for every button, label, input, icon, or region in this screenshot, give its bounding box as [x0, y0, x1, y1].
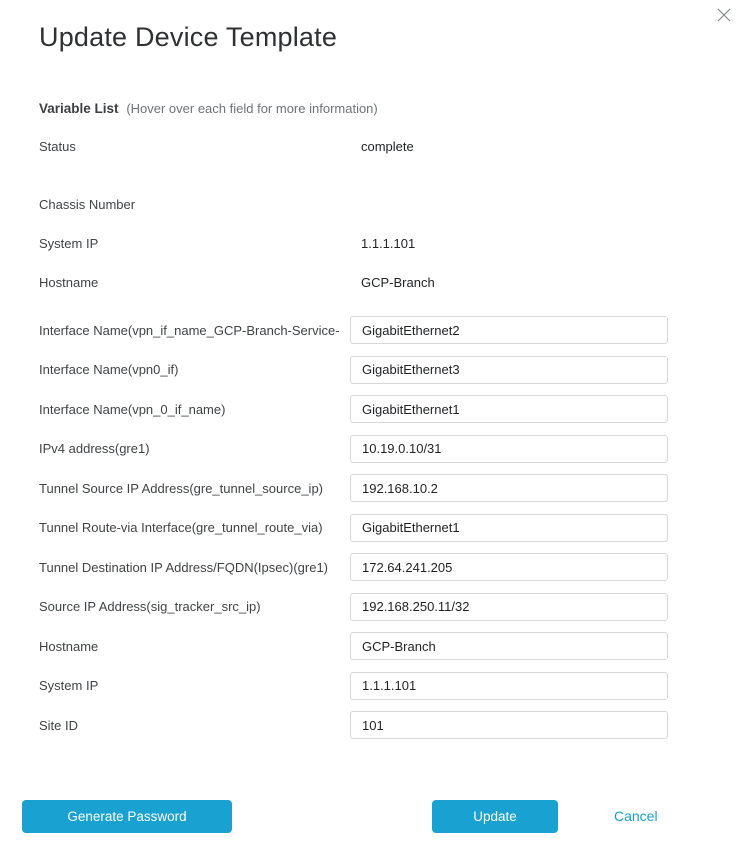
row-source-ip-tracker [39, 593, 668, 621]
hostname-value: GCP-Branch [361, 274, 435, 290]
interface-name-service-input[interactable] [350, 316, 668, 344]
generate-password-button[interactable]: Generate Password [22, 800, 232, 833]
row-interface-name-vpn-0-if-name [39, 395, 668, 423]
field-label: System IP [39, 678, 99, 693]
variable-list-hint: (Hover over each field for more information) [126, 101, 378, 116]
spacer [39, 290, 668, 316]
tunnel-source-ip-input[interactable] [350, 474, 668, 502]
tunnel-route-via-input[interactable] [350, 514, 668, 542]
row-interface-name-service [39, 316, 668, 344]
row-tunnel-source-ip [39, 474, 668, 502]
field-label: Tunnel Route-via Interface(gre_tunnel_route_via) [39, 520, 323, 535]
variable-list-title: Variable List [39, 101, 119, 116]
hostname-input[interactable] [350, 632, 668, 660]
row-system-ip-static [39, 235, 668, 251]
row-ipv4-address-gre1 [39, 435, 668, 463]
cancel-button[interactable]: Cancel [614, 808, 658, 824]
update-button[interactable]: Update [432, 800, 558, 833]
ipv4-address-gre1-input[interactable] [350, 435, 668, 463]
source-ip-tracker-input[interactable] [350, 593, 668, 621]
field-label: Source IP Address(sig_tracker_src_ip) [39, 599, 261, 614]
row-tunnel-route-via [39, 514, 668, 542]
field-label: Hostname [39, 274, 99, 290]
close-icon[interactable] [714, 5, 734, 25]
row-tunnel-destination-ip [39, 553, 668, 581]
field-label: Tunnel Source IP Address(gre_tunnel_source_ip) [39, 480, 324, 496]
field-label: System IP [39, 235, 99, 251]
field-label: Status [39, 138, 76, 154]
field-label: Chassis Number [39, 196, 136, 212]
row-status [39, 138, 668, 154]
row-site-id [39, 711, 668, 739]
row-interface-name-vpn0-if [39, 356, 668, 384]
field-label: Site ID [39, 717, 79, 733]
field-label: Hostname [39, 638, 99, 654]
site-id-input[interactable] [350, 711, 668, 739]
field-label: Interface Name(vpn0_if) [39, 362, 179, 377]
field-label: IPv4 address(gre1) [39, 441, 150, 456]
variable-list-heading [39, 101, 713, 116]
tunnel-destination-ip-input[interactable] [350, 553, 668, 581]
row-hostname-static [39, 274, 668, 290]
field-label: Tunnel Destination IP Address/FQDN(Ipsec)(gre1) [39, 559, 329, 575]
interface-name-vpn0-if-input[interactable] [350, 356, 668, 384]
field-label: Interface Name(vpn_if_name_GCP-Branch-Service- [39, 322, 340, 338]
row-hostname-editable [39, 632, 668, 660]
row-chassis-number [39, 196, 668, 212]
row-system-ip-editable [39, 672, 668, 700]
field-label: Interface Name(vpn_0_if_name) [39, 401, 226, 417]
status-value: complete [361, 138, 414, 154]
system-ip-value: 1.1.1.101 [361, 235, 416, 251]
dialog-title: Update Device Template [39, 22, 338, 52]
interface-name-vpn-0-if-name-input[interactable] [350, 395, 668, 423]
variable-list [39, 138, 668, 739]
system-ip-input[interactable] [350, 672, 668, 700]
